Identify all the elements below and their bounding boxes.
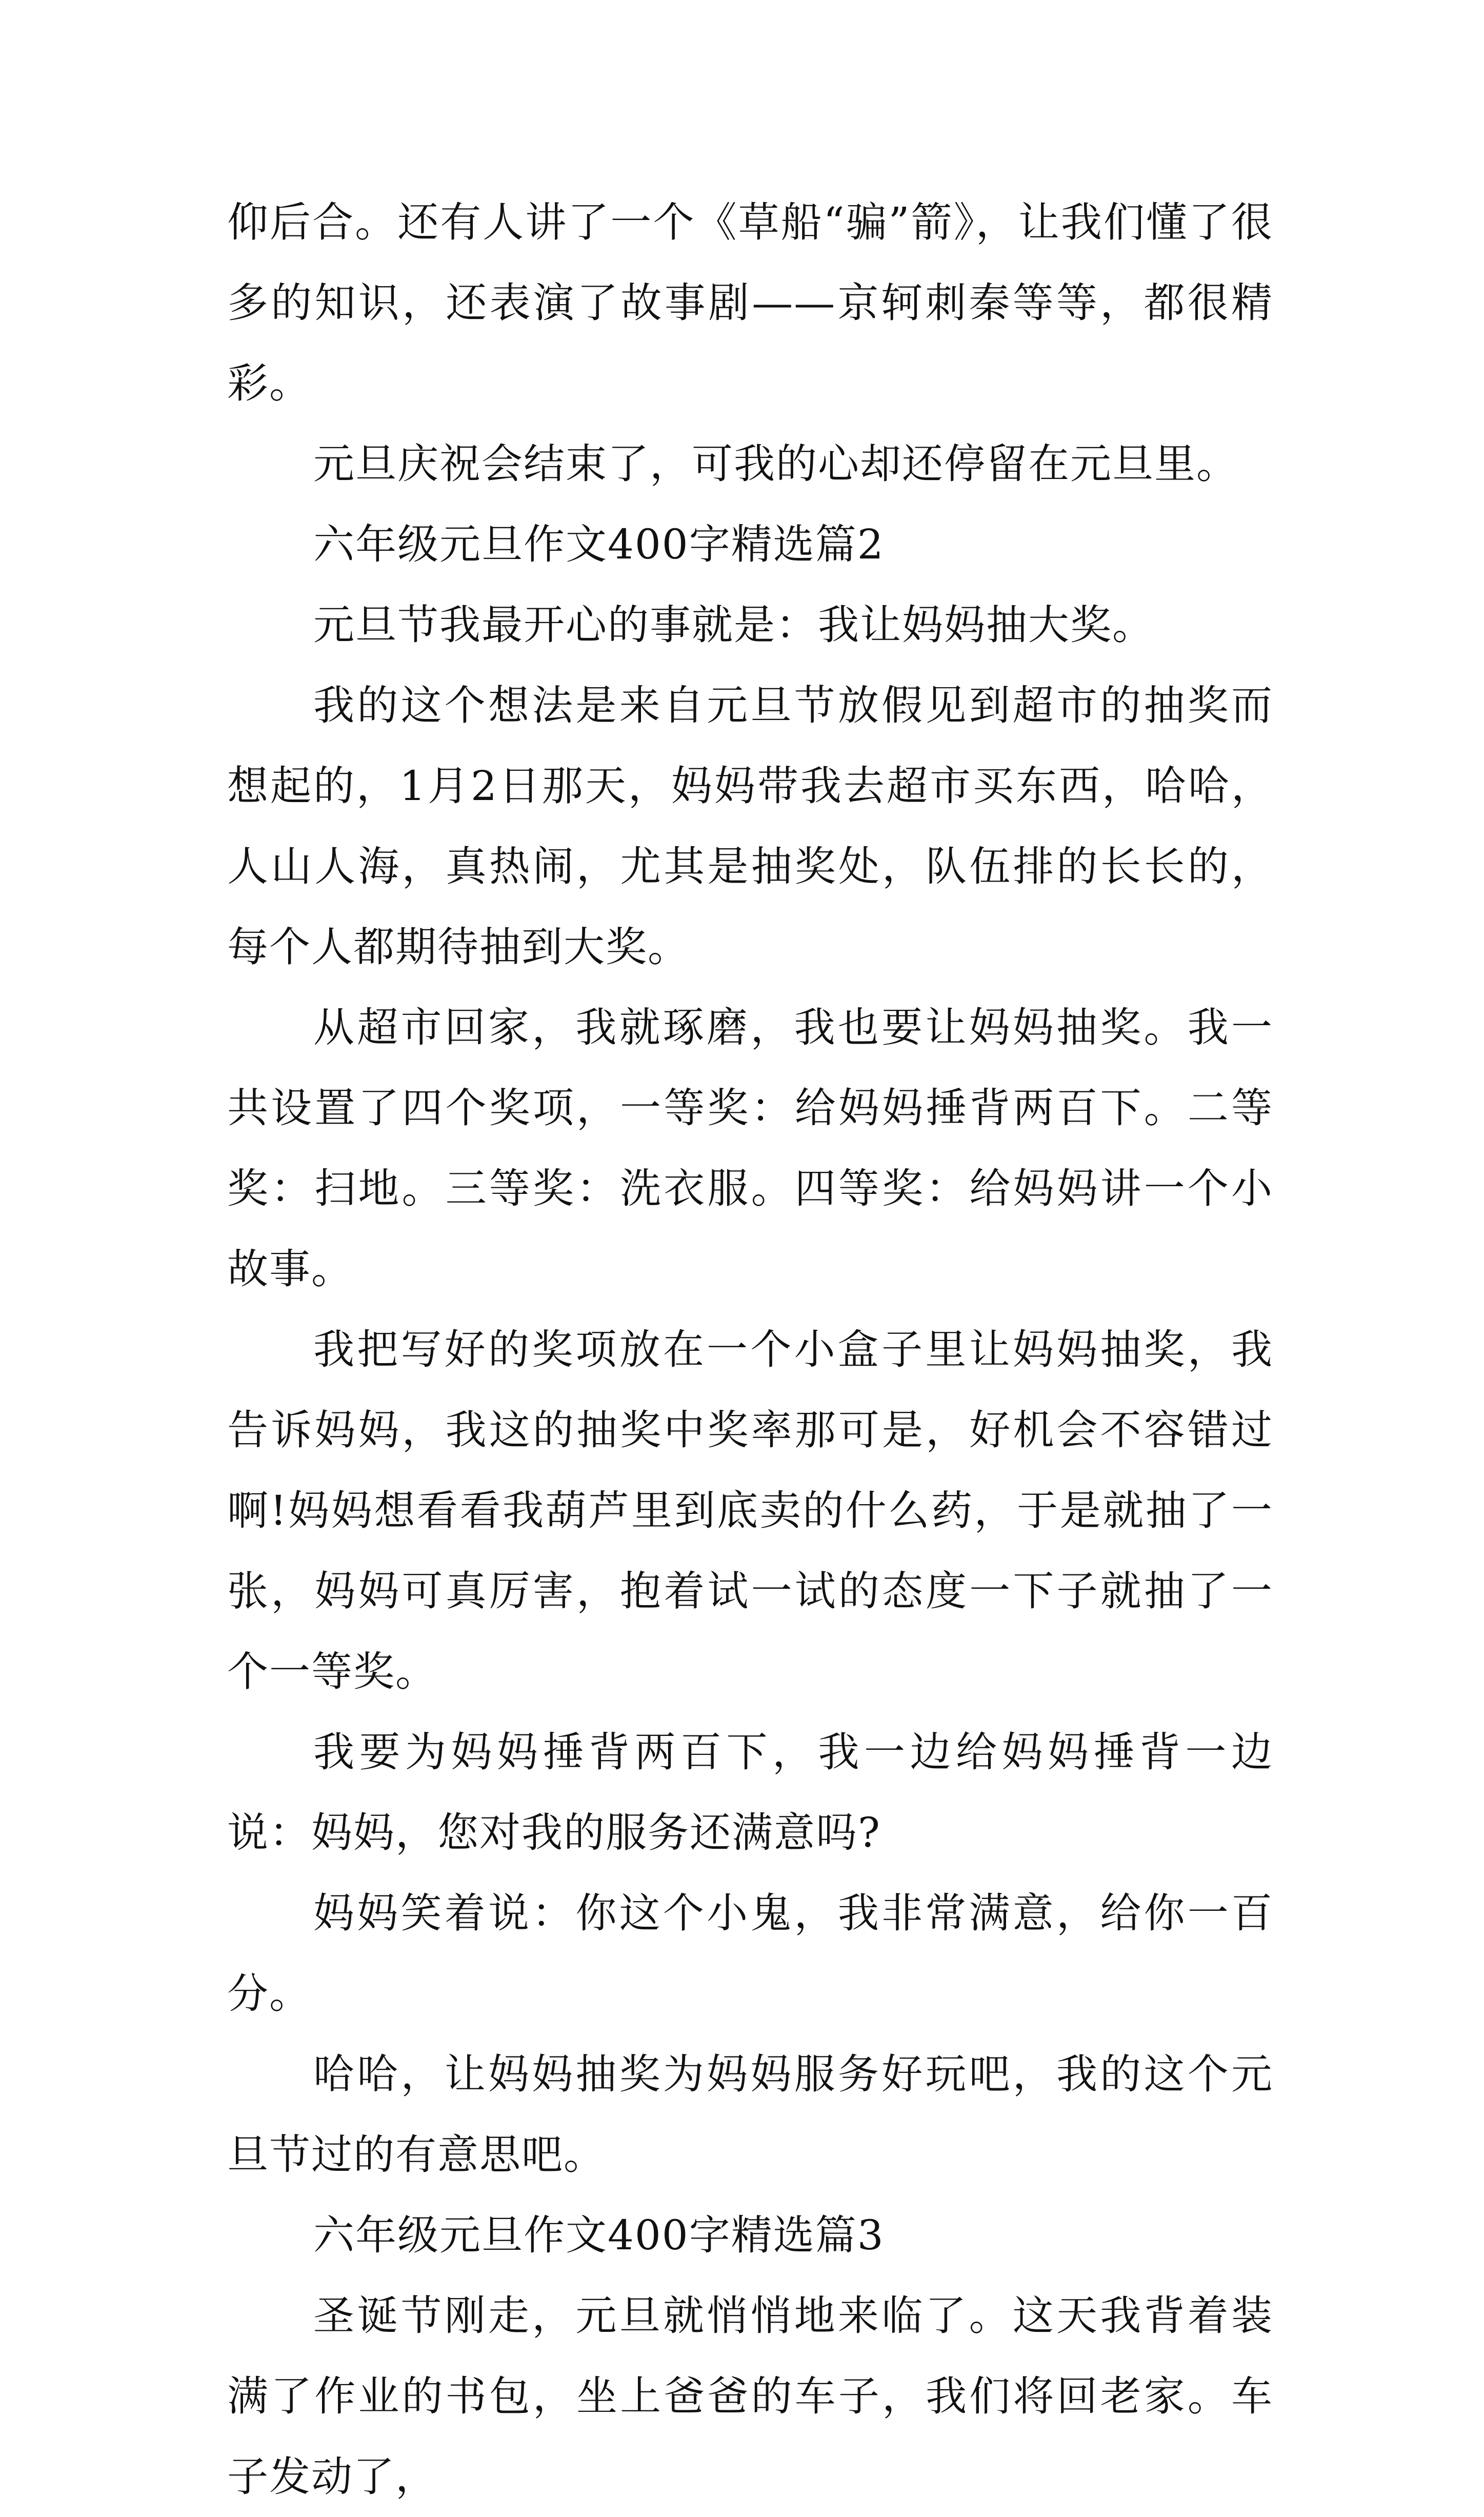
section-heading: 六年级元旦作文400字精选篇3 — [313, 2211, 885, 2259]
body-paragraph: 哈哈，让妈妈抽奖为妈妈服务好玩吧，我的这个元旦节过的有意思吧。 — [227, 2050, 1273, 2179]
body-paragraph: 妈妈笑着说：你这个小鬼，我非常满意，给你一百分。 — [227, 1889, 1273, 2017]
body-paragraph: 我要为妈妈捶背两百下，我一边给妈妈捶背一边说：妈妈，您对我的服务还满意吗? — [227, 1728, 1273, 1856]
body-paragraph: 我把写好的奖项放在一个小盒子里让妈妈抽奖，我告诉妈妈，我这的抽奖中奖率那可是，好机会不容错过啊!妈妈想看看我葫芦里到底卖的什么药，于是就抽了一张，妈妈可真厉害，抱着试一试的态度一下子就抽了一个一等奖。 — [227, 1326, 1273, 1695]
body-paragraph: 元旦节我最开心的事就是：我让妈妈抽大奖。 — [313, 601, 1154, 649]
document-body — [227, 182, 1273, 2517]
body-paragraph: 元旦庆祝会结束了，可我的心却还停留在元旦里。 — [313, 440, 1238, 488]
section-heading: 六年级元旦作文400字精选篇2 — [313, 521, 885, 568]
body-paragraph: 圣诞节刚走，元旦就悄悄地来临了。这天我背着装满了作业的书包，坐上爸爸的车子，我们将回老家。车子发动了， — [227, 2292, 1273, 2501]
continuation-paragraph: 仰后合。还有人讲了一个《草船“骗”箭》，让我们懂了很多的知识，还表演了故事剧——京轲刺秦等等，都很精彩。 — [227, 198, 1273, 407]
body-paragraph: 从超市回家，我就琢磨，我也要让妈妈抽奖。我一共设置了四个奖项，一等奖：给妈妈捶背两百下。二等奖：扫地。三等奖：洗衣服。四等奖：给妈妈讲一个小故事。 — [227, 1004, 1273, 1293]
body-paragraph: 我的这个想法是来自元旦节放假见到超市的抽奖而想起的，1月2日那天，妈妈带我去超市买东西，哈哈，人山人海，真热闹，尤其是抽奖处，队伍排的长长的，每个人都期待抽到大奖。 — [227, 682, 1273, 971]
